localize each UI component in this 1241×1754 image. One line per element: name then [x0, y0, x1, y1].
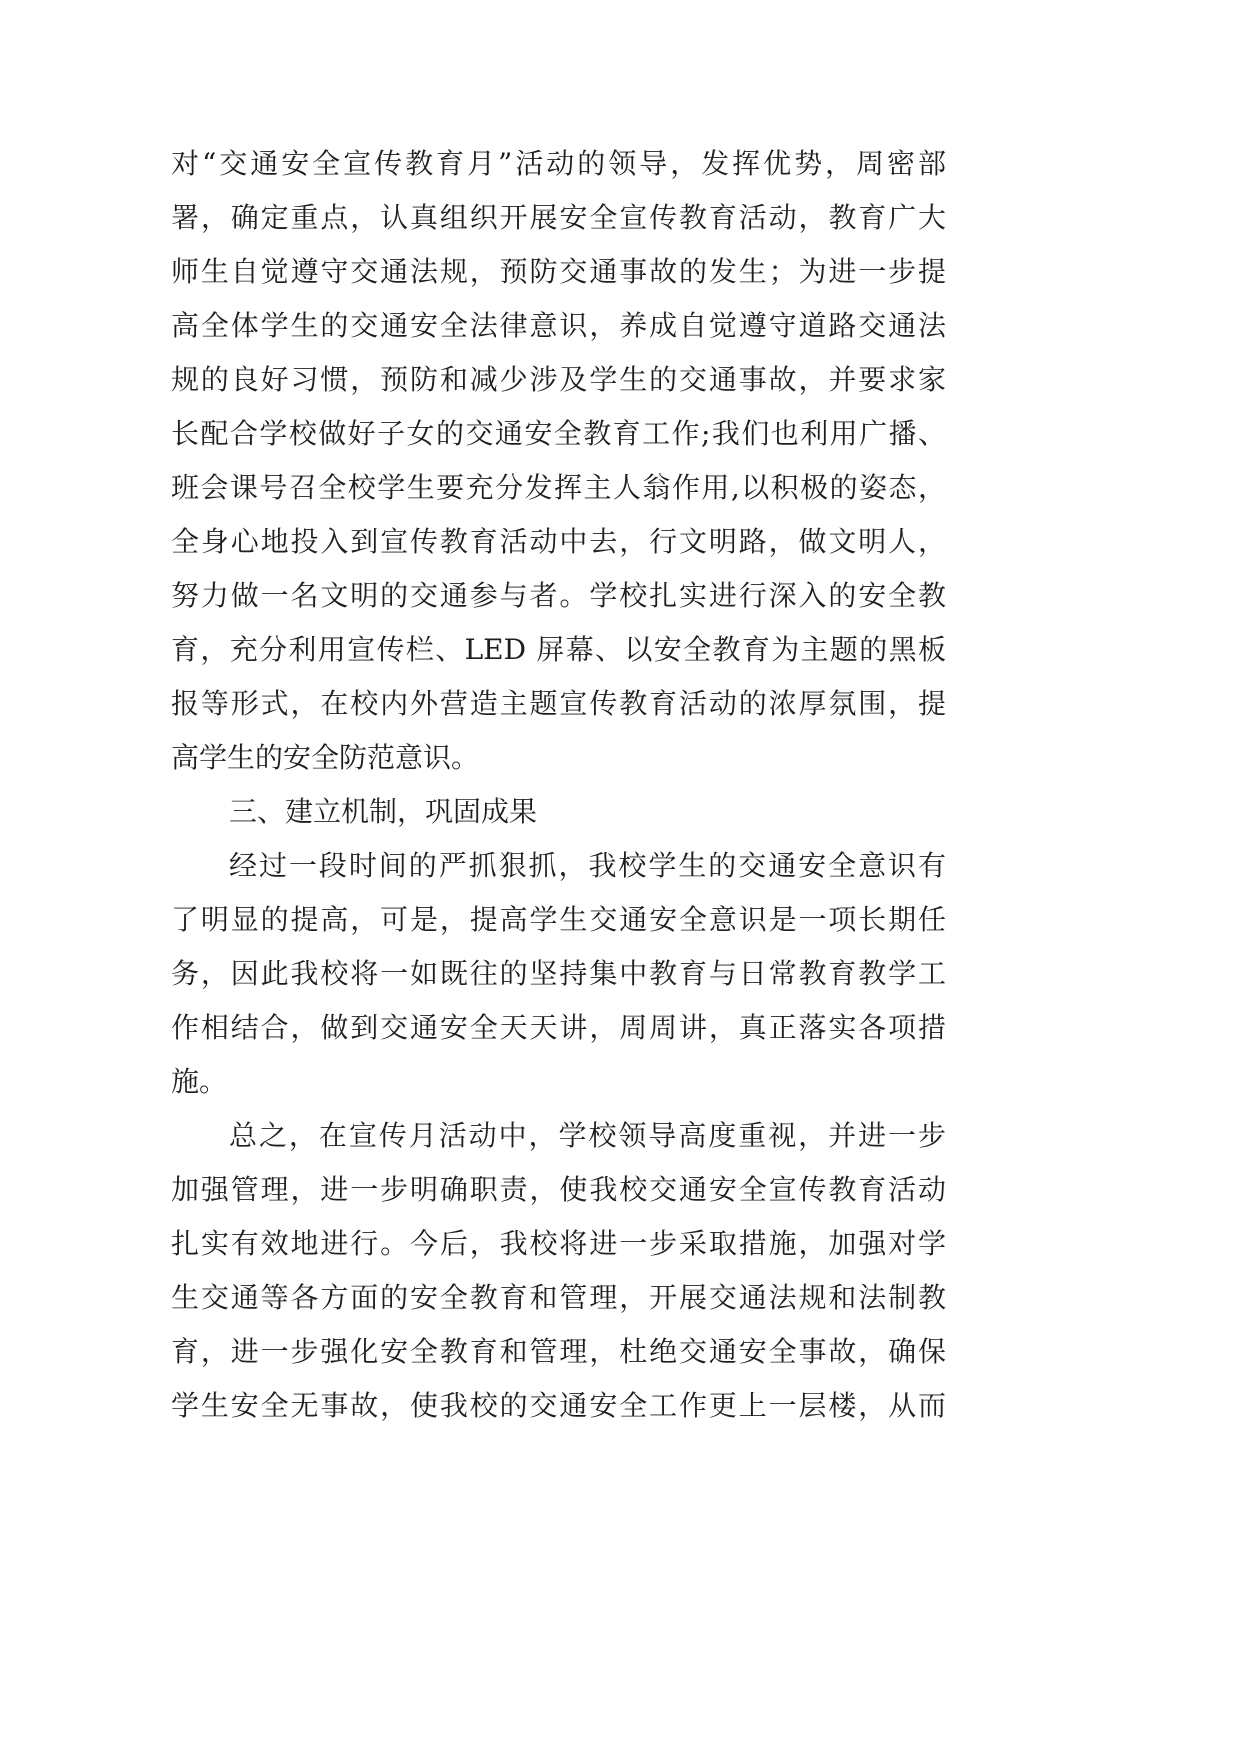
paragraph-line: 了明显的提高，可是，提高学生交通安全意识是一项长期任 — [171, 903, 946, 936]
paragraph-line: 规的良好习惯，预防和减少涉及学生的交通事故，并要求家 — [171, 363, 946, 396]
paragraph-line: 育，充分利用宣传栏、LED 屏幕、以安全教育为主题的黑板 — [171, 633, 946, 666]
paragraph-line: 学生安全无事故，使我校的交通安全工作更上一层楼，从而 — [171, 1389, 946, 1422]
paragraph-line: 全身心地投入到宣传教育活动中去，行文明路，做文明人， — [171, 525, 946, 558]
paragraph-line: 署，确定重点，认真组织开展安全宣传教育活动，教育广大 — [171, 201, 946, 234]
paragraph-line: 务，因此我校将一如既往的坚持集中教育与日常教育教学工 — [171, 957, 946, 990]
paragraph-line: 师生自觉遵守交通法规，预防交通事故的发生；为进一步提 — [171, 255, 946, 288]
paragraph-line: 生交通等各方面的安全教育和管理，开展交通法规和法制教 — [171, 1281, 946, 1314]
paragraph-line: 加强管理，进一步明确职责，使我校交通安全宣传教育活动 — [171, 1173, 946, 1206]
paragraph-line: 总之，在宣传月活动中，学校领导高度重视，并进一步 — [229, 1119, 946, 1152]
paragraph-line: 班会课号召全校学生要充分发挥主人翁作用,以积极的姿态， — [171, 471, 946, 504]
paragraph-line: 高全体学生的交通安全法律意识，养成自觉遵守道路交通法 — [171, 309, 946, 342]
paragraph-line: 长配合学校做好子女的交通安全教育工作;我们也利用广播、 — [171, 417, 946, 450]
paragraph-line: 经过一段时间的严抓狠抓，我校学生的交通安全意识有 — [229, 849, 946, 882]
paragraph-line: 施。 — [171, 1065, 228, 1098]
paragraph-line: 努力做一名文明的交通参与者。学校扎实进行深入的安全教 — [171, 579, 946, 612]
paragraph-line: 育，进一步强化安全教育和管理，杜绝交通安全事故，确保 — [171, 1335, 946, 1368]
paragraph-line: 报等形式，在校内外营造主题宣传教育活动的浓厚氛围，提 — [171, 687, 946, 720]
paragraph-line: 扎实有效地进行。今后，我校将进一步采取措施，加强对学 — [171, 1227, 946, 1260]
section-heading: 三、建立机制，巩固成果 — [229, 795, 538, 828]
paragraph-line: 高学生的安全防范意识。 — [171, 741, 480, 774]
paragraph-line: 对“交通安全宣传教育月”活动的领导，发挥优势，周密部 — [171, 147, 946, 180]
paragraph-line: 作相结合，做到交通安全天天讲，周周讲，真正落实各项措 — [171, 1011, 946, 1044]
